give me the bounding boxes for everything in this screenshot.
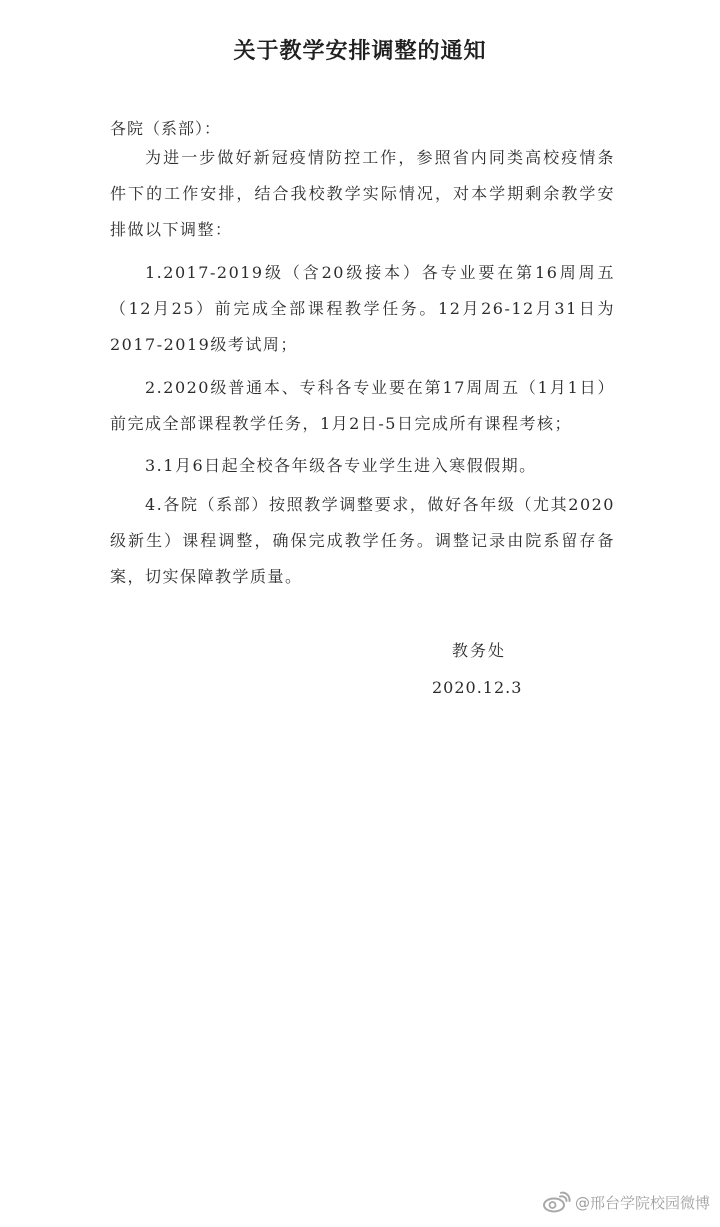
watermark-text: @邢台学院校园微博 [574, 1193, 710, 1212]
item-1-paragraph: 1.2017-2019级（含20级接本）各专业要在第16周周五（12月25）前完成全部课程教学任务。12月26-12月31日为2017-2019级考试周； [110, 263, 615, 354]
item-3-paragraph: 3.1月6日起全校各年级各专业学生进入寒假假期。 [145, 456, 537, 475]
document-title: 关于教学安排调整的通知 [233, 38, 487, 64]
item-4-paragraph: 4.各院（系部）按照教学调整要求，做好各年级（尤其2020级新生）课程调整，确保完成教学任务。调整记录由院系留存备案，切实保障教学质量。 [110, 495, 615, 586]
salutation: 各院（系部）： [110, 119, 222, 138]
issuer-name: 教务处 [452, 641, 507, 660]
intro-paragraph: 为进一步做好新冠疫情防控工作，参照省内同类高校疫情条件下的工作安排，结合我校教学实际情况，对本学期剩余教学安排做以下调整： [110, 148, 615, 239]
weibo-watermark [541, 1191, 710, 1213]
weibo-icon [541, 1191, 571, 1213]
issue-date: 2020.12.3 [432, 678, 523, 697]
item-2-paragraph: 2.2020级普通本、专科各专业要在第17周周五（1月1日）前完成全部课程教学任务，1月2日-5日完成所有课程考核； [110, 378, 615, 433]
